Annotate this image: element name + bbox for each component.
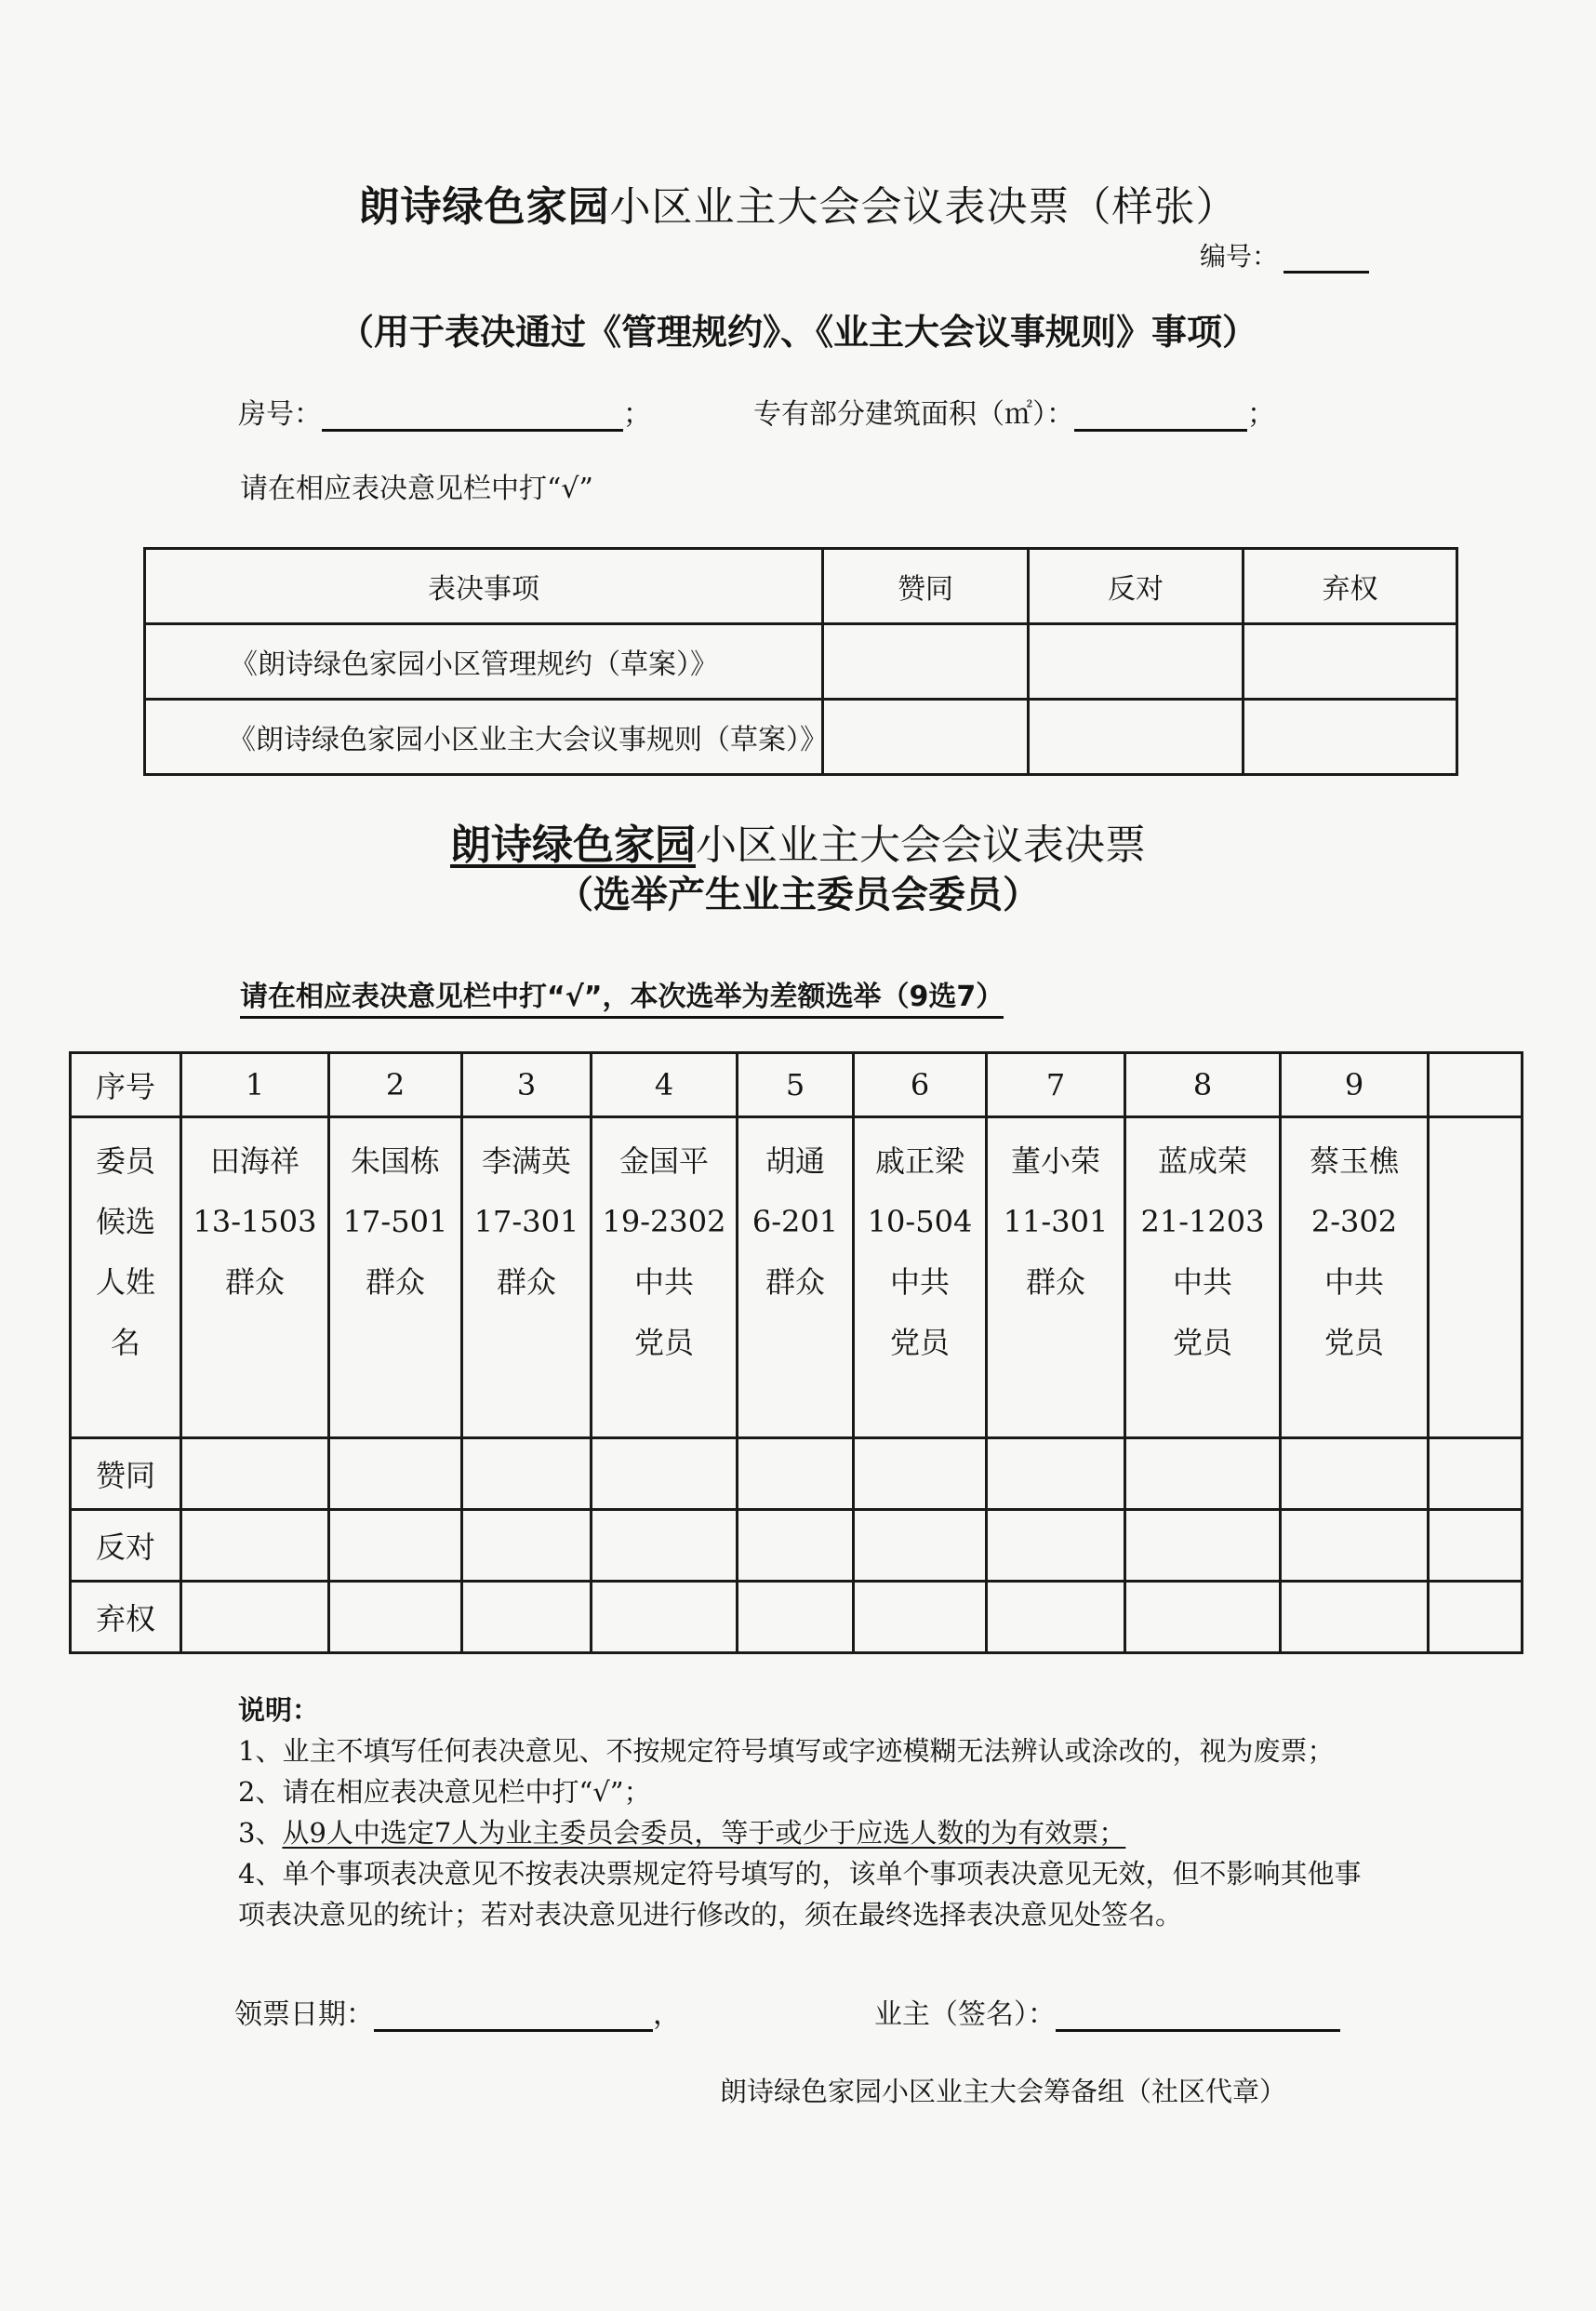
serial-number-field [1200, 236, 1369, 274]
candidate-cell [592, 1117, 738, 1438]
date-label: 领票日期： [234, 1998, 374, 2031]
abstain-cell[interactable] [592, 1582, 738, 1653]
note-3 [238, 1812, 1382, 1853]
ballot1-title [0, 173, 1596, 233]
extra-cell [1429, 1582, 1523, 1653]
candidate-cell [854, 1117, 987, 1438]
candidate-affiliation: 中共 [633, 1264, 694, 1300]
signature-blank[interactable] [1056, 2005, 1340, 2032]
candidate-cell [738, 1117, 854, 1438]
room-number-field [238, 391, 651, 432]
candidate-affiliation: 群众 [1025, 1264, 1085, 1300]
date-blank[interactable] [374, 2005, 653, 2032]
room-label: 房号： [238, 398, 322, 431]
label-line: 委员 [95, 1143, 155, 1179]
ballot1-instruction: 请在相应表决意见栏中打“√” [240, 473, 593, 505]
agree-row [71, 1438, 1523, 1510]
item-procedure: 《朗诗绿色家园小区业主大会议事规则（草案）》 [145, 700, 823, 775]
candidate-affiliation: 党员 [889, 1325, 950, 1360]
candidate-no: 6 [854, 1053, 987, 1117]
ballot2-title-community: 朗诗绿色家园 [450, 822, 696, 869]
candidate-affiliation: 群众 [496, 1264, 556, 1300]
agree-cell[interactable] [987, 1438, 1125, 1510]
candidate-room: 17-301 [473, 1204, 579, 1239]
ballot2-instruction: 请在相应表决意见栏中打“√”，本次选举为差额选举（9选7） [240, 973, 1004, 1019]
candidate-affiliation: 党员 [1172, 1325, 1232, 1360]
agree-cell[interactable] [329, 1438, 462, 1510]
candidate-no: 9 [1281, 1053, 1429, 1117]
candidate-row-label [71, 1117, 181, 1438]
candidate-name: 田海祥 [209, 1143, 299, 1179]
oppose-cell[interactable] [462, 1510, 592, 1582]
oppose-cell[interactable] [1029, 700, 1244, 775]
agree-cell[interactable] [823, 700, 1029, 775]
candidate-affiliation: 群众 [224, 1264, 285, 1300]
election-table [69, 1051, 1523, 1654]
candidate-no: 7 [987, 1053, 1125, 1117]
candidate-no: 8 [1125, 1053, 1281, 1117]
candidate-name: 董小荣 [1010, 1143, 1100, 1179]
abstain-cell[interactable] [854, 1582, 987, 1653]
serial-label: 编号： [1200, 241, 1279, 272]
candidate-name: 蓝成荣 [1157, 1143, 1247, 1179]
oppose-cell[interactable] [1281, 1510, 1429, 1582]
note-2: 2、请在相应表决意见栏中打“√”； [238, 1776, 651, 1808]
oppose-cell[interactable] [592, 1510, 738, 1582]
room-end: ； [623, 398, 651, 431]
note-3-text: 从9人中选定7人为业主委员会委员，等于或少于应选人数的为有效票； [282, 1817, 1126, 1849]
label-line: 候选 [95, 1204, 155, 1239]
col-agree: 赞同 [823, 549, 1029, 624]
note-1: 1、业主不填写任何表决意见、不按规定符号填写或字迹模糊无法辨认或涂改的，视为废票； [238, 1735, 1335, 1767]
oppose-label: 反对 [71, 1510, 181, 1582]
candidate-name: 胡通 [765, 1143, 825, 1179]
col-oppose: 反对 [1029, 549, 1244, 624]
candidate-room: 2-302 [1310, 1204, 1398, 1239]
oppose-cell[interactable] [1029, 624, 1244, 700]
candidate-cell [329, 1117, 462, 1438]
oppose-cell[interactable] [329, 1510, 462, 1582]
area-blank[interactable] [1074, 405, 1247, 432]
oppose-cell[interactable] [987, 1510, 1125, 1582]
ballot1-row [145, 700, 1457, 775]
oppose-cell[interactable] [854, 1510, 987, 1582]
candidate-name: 戚正梁 [874, 1143, 964, 1179]
abstain-cell[interactable] [1125, 1582, 1281, 1653]
oppose-cell[interactable] [1125, 1510, 1281, 1582]
seq-row [71, 1053, 1523, 1117]
ballot1-subtitle: （用于表决通过《管理规约》、《业主大会议事规则》事项） [338, 312, 1257, 353]
area-label: 专有部分建筑面积（㎡）： [753, 398, 1074, 431]
abstain-cell[interactable] [1281, 1582, 1429, 1653]
area-end: ； [1247, 398, 1275, 431]
extra-cell [1429, 1053, 1523, 1117]
ballot1-row [145, 624, 1457, 700]
ballot1-title-community: 朗诗绿色家园 [358, 183, 610, 231]
extra-cell [1429, 1438, 1523, 1510]
agree-cell[interactable] [738, 1438, 854, 1510]
date-field [234, 1991, 681, 2032]
candidate-affiliation: 中共 [889, 1264, 950, 1300]
candidate-no: 3 [462, 1053, 592, 1117]
abstain-row [71, 1582, 1523, 1653]
ballot1-title-rest: 小区业主大会会议表决票（样张） [609, 183, 1238, 231]
extra-cell [1429, 1117, 1523, 1438]
candidate-name: 蔡玉樵 [1309, 1143, 1399, 1179]
candidate-room: 21-1203 [1140, 1204, 1265, 1239]
signature-field [874, 1991, 1340, 2032]
candidate-no: 2 [329, 1053, 462, 1117]
candidate-room: 10-504 [867, 1204, 973, 1239]
abstain-cell[interactable] [329, 1582, 462, 1653]
abstain-cell[interactable] [181, 1582, 329, 1653]
label-line: 人姓 [95, 1264, 155, 1300]
agree-cell[interactable] [1125, 1438, 1281, 1510]
signature-label: 业主（签名）： [874, 1998, 1056, 2031]
agree-cell[interactable] [181, 1438, 329, 1510]
agree-cell[interactable] [823, 624, 1029, 700]
candidate-room: 13-1503 [193, 1204, 317, 1239]
item-rules: 《朗诗绿色家园小区管理规约（草案）》 [145, 624, 823, 700]
notes-heading: 说明： [238, 1694, 320, 1726]
candidate-cell [987, 1117, 1125, 1438]
abstain-label: 弃权 [71, 1582, 181, 1653]
candidate-room: 19-2302 [602, 1204, 726, 1239]
candidate-room: 6-201 [751, 1204, 839, 1239]
agree-cell[interactable] [462, 1438, 592, 1510]
ballot2-title-rest: 小区业主大会会议表决票 [696, 822, 1146, 869]
date-end: ， [653, 1998, 681, 2031]
candidate-affiliation: 党员 [1323, 1325, 1384, 1360]
candidate-room: 17-501 [342, 1204, 448, 1239]
area-field [753, 391, 1275, 432]
candidate-affiliation: 中共 [1172, 1264, 1232, 1300]
col-abstain: 弃权 [1244, 549, 1457, 624]
candidate-cell [462, 1117, 592, 1438]
col-item: 表决事项 [145, 549, 823, 624]
agree-cell[interactable] [592, 1438, 738, 1510]
oppose-cell[interactable] [181, 1510, 329, 1582]
agree-cell[interactable] [1281, 1438, 1429, 1510]
note-4: 4、单个事项表决意见不按表决票规定符号填写的，该单个事项表决意见无效，但不影响其他事项表决意见的统计；若对表决意见进行修改的，须在最终选择表决意见处签名。 [238, 1858, 1362, 1930]
candidate-affiliation: 党员 [633, 1325, 694, 1360]
oppose-row [71, 1510, 1523, 1582]
candidate-cell [1125, 1117, 1281, 1438]
candidate-name: 李满英 [481, 1143, 571, 1179]
candidate-cell [1281, 1117, 1429, 1438]
abstain-cell[interactable] [462, 1582, 592, 1653]
agree-cell[interactable] [854, 1438, 987, 1510]
candidate-name: 朱国栋 [350, 1143, 440, 1179]
candidate-affiliation: 中共 [1323, 1264, 1384, 1300]
abstain-cell[interactable] [1244, 700, 1457, 775]
ballot1-table [143, 547, 1458, 776]
agree-label: 赞同 [71, 1438, 181, 1510]
room-blank[interactable] [322, 405, 623, 432]
ballot1-header-row [145, 549, 1457, 624]
oppose-cell[interactable] [738, 1510, 854, 1582]
candidate-affiliation: 群众 [365, 1264, 425, 1300]
candidate-affiliation: 群众 [765, 1264, 825, 1300]
candidate-row [71, 1117, 1523, 1438]
seq-label: 序号 [71, 1053, 181, 1117]
serial-blank[interactable] [1283, 248, 1369, 274]
abstain-cell[interactable] [738, 1582, 854, 1653]
ballot2-subtitle: （选举产生业主委员会委员） [556, 874, 1040, 916]
extra-cell [1429, 1510, 1523, 1582]
abstain-cell[interactable] [987, 1582, 1125, 1653]
candidate-cell [181, 1117, 329, 1438]
notes-section [238, 1690, 1382, 1935]
label-line: 名 [110, 1325, 140, 1360]
candidate-name: 金国平 [618, 1143, 709, 1179]
abstain-cell[interactable] [1244, 624, 1457, 700]
candidate-room: 11-301 [1003, 1204, 1109, 1239]
candidate-no: 4 [592, 1053, 738, 1117]
candidate-no: 5 [738, 1053, 854, 1117]
note-3-prefix: 3、 [238, 1817, 283, 1849]
candidate-no: 1 [181, 1053, 329, 1117]
ballot2-title [0, 811, 1596, 871]
organizer: 朗诗绿色家园小区业主大会筹备组（社区代章） [720, 2076, 1287, 2107]
